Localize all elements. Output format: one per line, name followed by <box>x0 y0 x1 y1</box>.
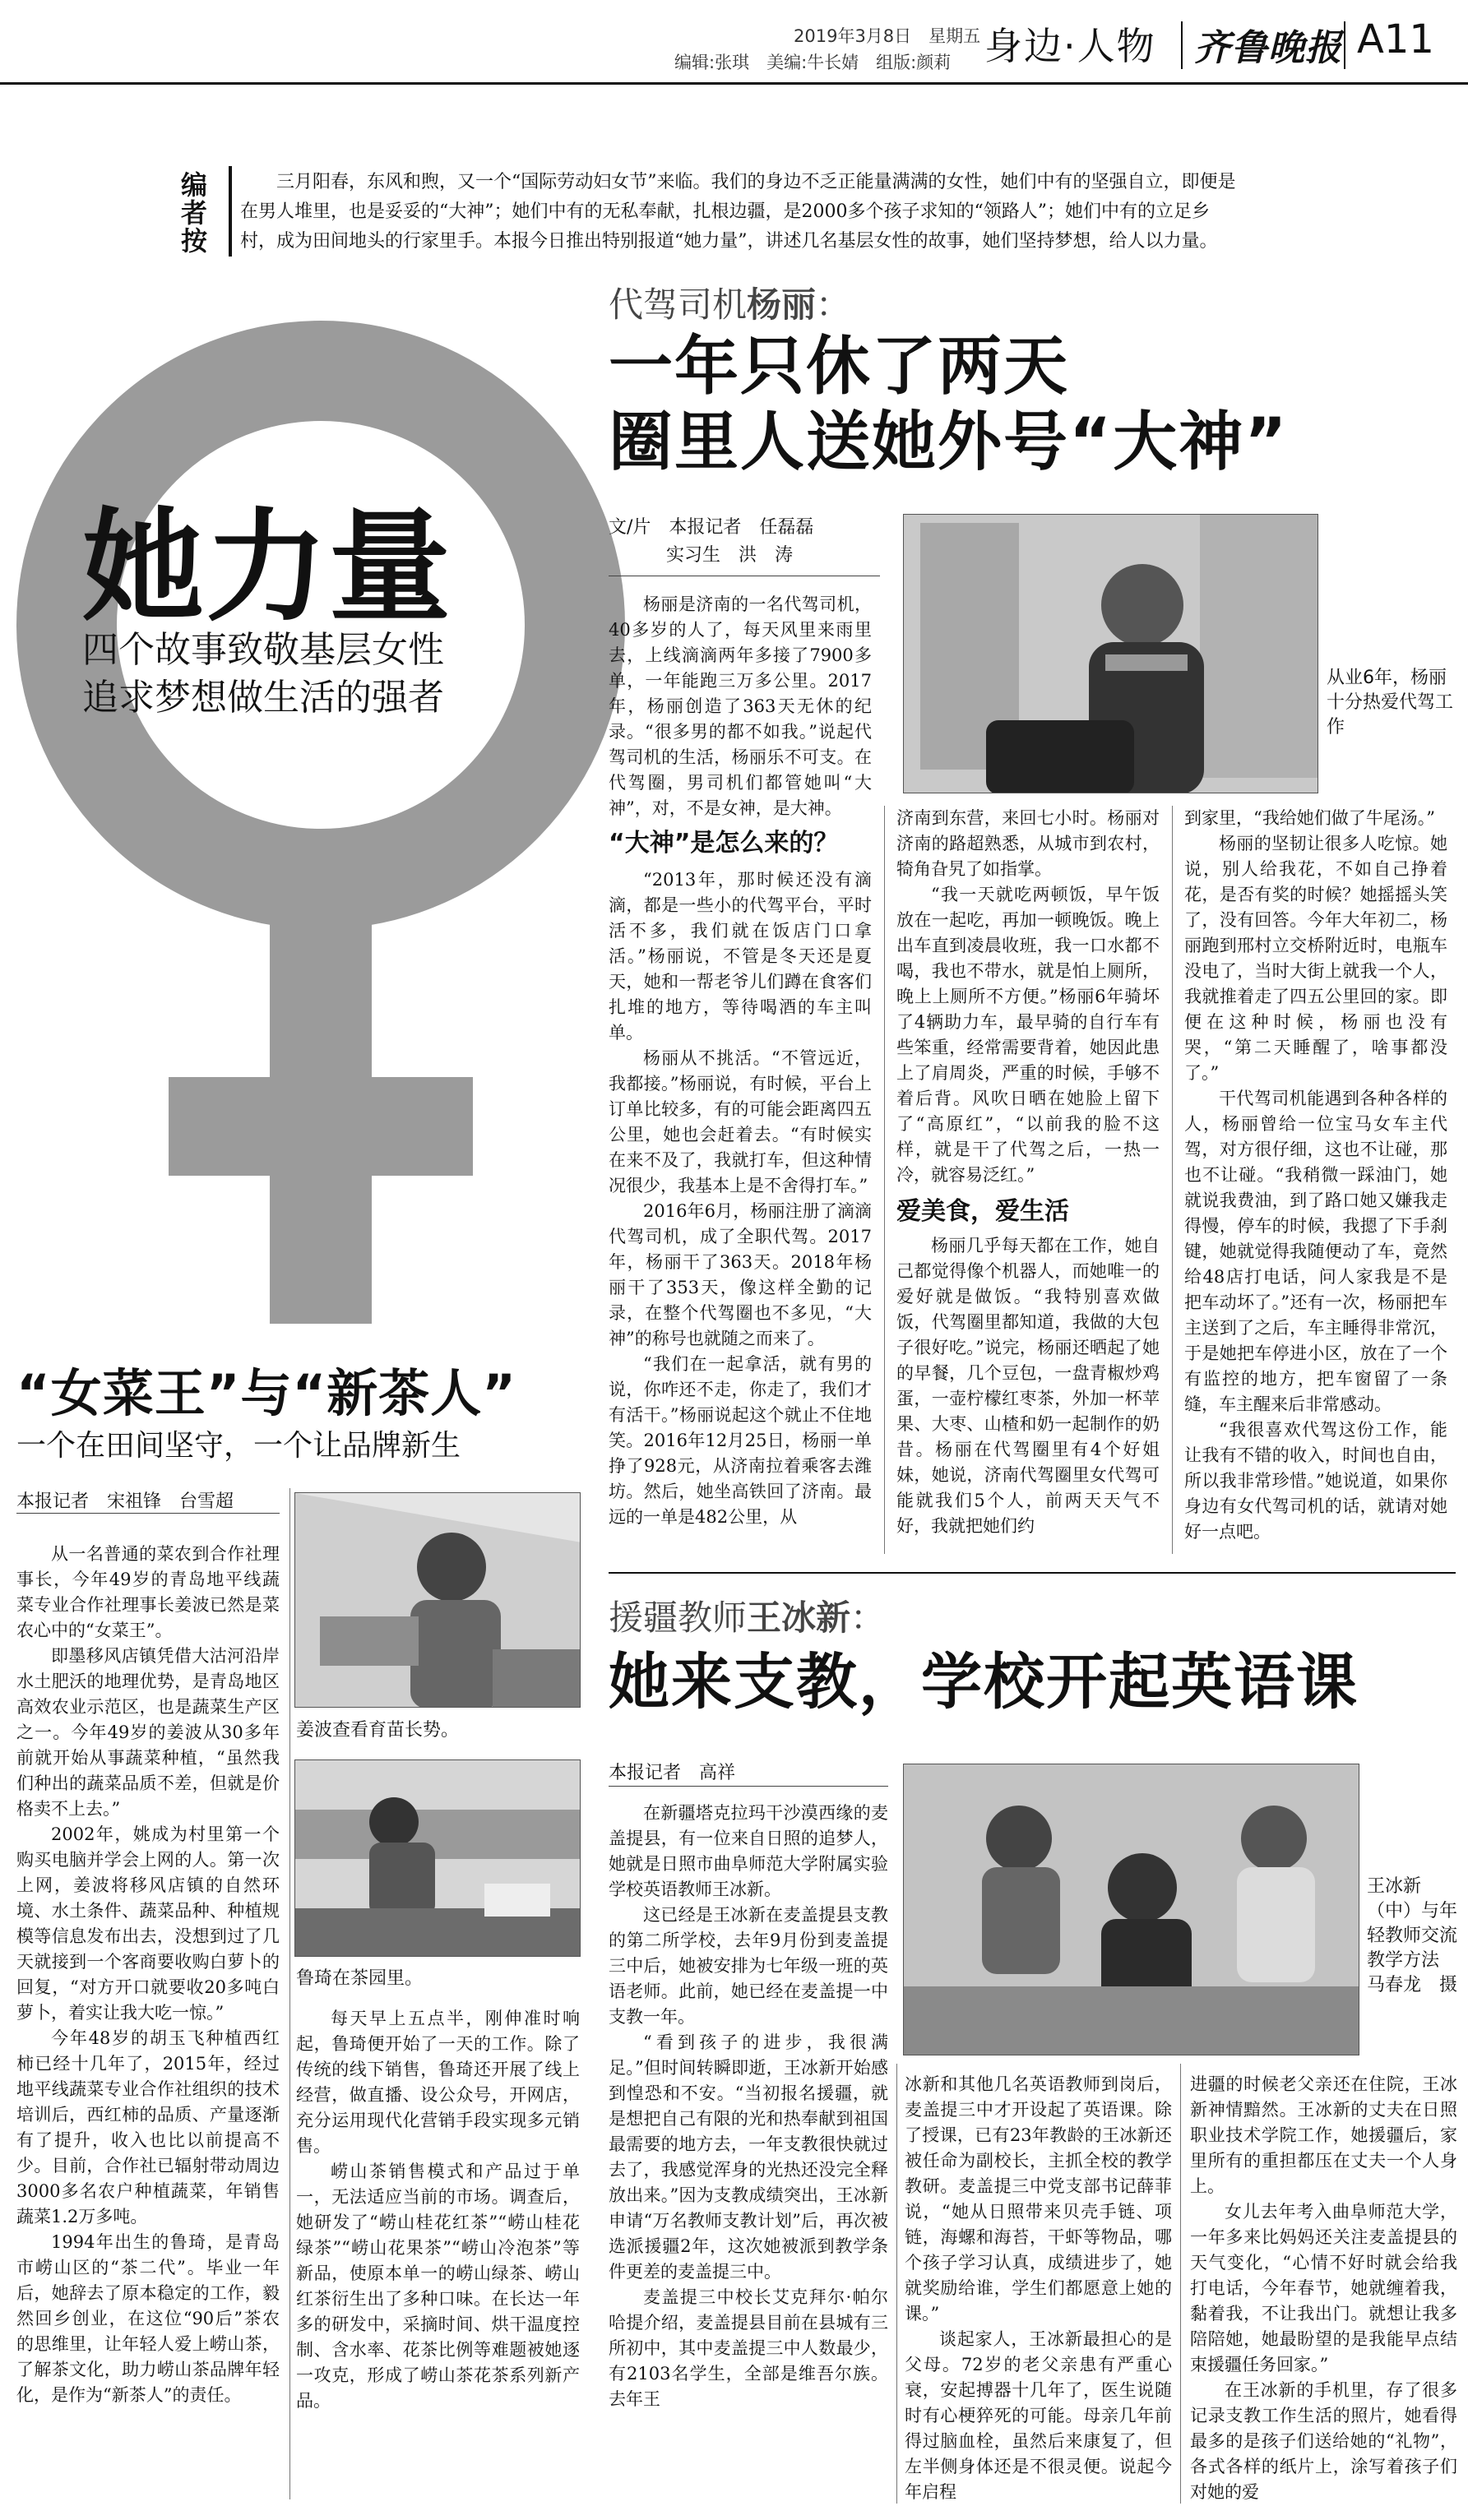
hero-subtitle <box>82 627 444 722</box>
paragraph: 麦盖提三中校长艾克拜尔·帕尔哈提介绍，麦盖提县目前在县城有三所初中，其中麦盖提三中人数最少，有2103名学生，全部是维吾尔族。去年王 <box>609 2287 888 2409</box>
story1-kicker-role: 代驾司机 <box>609 284 748 325</box>
story1-headline-line2: 圈里人送她外号“大神” <box>609 405 1289 479</box>
story1-column-2 <box>896 806 1160 1188</box>
paragraph: 崂山茶销售模式和产品过于单一，无法适应当前的市场。调查后，她研发了“崂山桂花红茶”“崂山桂花绿茶”“崂山花果茶”“崂山冷泡茶”等新品，使原本单一的崂山绿茶、崂山红茶衍生出了多种口味。在长达一年多的研发中，采摘时间、烘干温度控制、含水率、花茶比例等难题被她逐一攻克，形成了崂山茶花茶系列新产品。 <box>296 2162 580 2411</box>
paragraph: 这已经是王冰新在麦盖提县支教的第二所学校，去年9月份到麦盖提三中后，她被安排为七年级一班的英语老师。此前，她已经在麦盖提一中支教一年。 <box>609 1905 888 2027</box>
editor-note-bar <box>229 166 232 257</box>
paragraph: 女儿去年考入曲阜师范大学，一年多来比妈妈还关注麦盖提县的天气变化，“心情不好时就会给我打电话，今年春节，她就缠着我，黏着我，不让我出门。就想让我多陪陪她，她最盼望的是我能早点结束援疆任务回家。” <box>1190 2202 1457 2374</box>
paragraph: “我很喜欢代驾这份工作，能让我有不错的收入，时间也自由，所以我非常珍惜。”她说道，如果你身边有女代驾司机的话，就请对她好一点吧。 <box>1184 1420 1447 1542</box>
story3-headline: 她来支教，学校开起英语课 <box>609 1647 1359 1718</box>
editor-note-text: 三月阳春，东风和煦，又一个“国际劳动妇女节”来临。我们的身边不乏正能量满满的女性，她们中有的坚强自立，即便是在男人堆里，也是妥妥的“大神”；她们中有的无私奉献，扎根边疆，是2000多个孩子求知的“领路人”；她们中有的立足乡村，成为田间地头的行家里手。本报今日推出特别报道“她力量”，讲述几名基层女性的故事，她们坚持梦想，给人以力量。 <box>240 172 1236 252</box>
editor-credits: 编辑:张琪 美编:牛长婧 组版:颜莉 <box>674 53 952 72</box>
paragraph: “看到孩子的进步，我很满足。”但时间转瞬即逝，王冰新开始感到惶恐和不安。“当初报名援疆，就是想把自己有限的光和热奉献到祖国最需要的地方去，一年支教很快就过去了，我感觉浑身的光热还没完全释放出来。”因为支教成绩突出，王冰新申请“万名教师支教计划”后，再次被选派援疆2年，这次她被派到教学条件更差的麦盖提三中。 <box>609 2032 888 2282</box>
newspaper-logo: 齐鲁晚报 <box>1194 27 1342 69</box>
story1-column-1 <box>609 592 872 821</box>
venus-symbol-crossbar <box>169 1077 473 1176</box>
story1-column-1b <box>609 867 872 1530</box>
paragraph: 杨丽几乎每天都在工作，她自己都觉得像个机器人，而她唯一的爱好就是做饭。“我特别喜欢做饭，代驾圈里都知道，我做的大包子很好吃。”说完，杨丽还晒起了她的早餐，几个豆包，一盘青椒炒鸡蛋，一壶柠檬红枣茶，外加一杯苹果、大枣、山楂和奶一起制作的奶昔。杨丽在代驾圈里有4个好姐妹，她说，济南代驾圈里女代驾可能就我们5个人，前两天天气不好，我就把她们约 <box>896 1236 1160 1536</box>
paragraph: “2013年，那时候还没有滴滴，都是一些小的代驾平台，平时活不多，我们就在饭店门口拿活。”杨丽说，不管是冬天还是夏天，她和一帮老爷儿们蹲在食客们扎堆的地方，等待喝酒的车主叫单。 <box>609 870 872 1043</box>
column-rule <box>1172 806 1173 1554</box>
masthead-rule <box>0 82 1468 85</box>
page-number: A11 <box>1357 16 1434 62</box>
story1-photo <box>903 514 1318 793</box>
section-divider <box>609 1572 1456 1574</box>
story2-photo-1-caption: 姜波查看育苗长势。 <box>296 1720 460 1741</box>
story2-subhead: 一个在田间坚守，一个让品牌新生 <box>16 1429 461 1463</box>
story3-photo <box>903 1764 1359 2055</box>
driver-photo-illustration <box>904 515 1318 793</box>
story1-kicker-colon: ： <box>816 284 851 325</box>
story1-subhead-2: 爱美食，爱生活 <box>896 1197 1069 1226</box>
story1-byline-line1: 文/片 本报记者 任磊磊 <box>609 517 814 538</box>
story3-kicker-colon: ： <box>850 1598 886 1638</box>
story3-column-1 <box>609 1801 888 2412</box>
paragraph: 今年48岁的胡玉飞种植西红柿已经十几年了，2015年，经过地平线蔬菜专业合作社组织的技术培训后，西红柿的品质、产量逐渐有了提升，收入也比以前提高不少。目前，合作社已辐射带动周边3000多名农户种植蔬菜，年销售蔬菜1.2万多吨。 <box>16 2028 280 2226</box>
story2-photo-1 <box>294 1492 581 1708</box>
story1-byline-line2: 实习生 洪 涛 <box>666 545 794 566</box>
story3-byline: 本报记者 高祥 <box>609 1763 736 1783</box>
paragraph: 杨丽是济南的一名代驾司机，40多岁的人了，每天风里来雨里去，上线滴滴两年多接了7900多单，一年能跑三万多公里。2017年，杨丽创造了363天无休的纪录。“很多男的都不如我。”说起代驾司机的生活，杨丽乐不可支。在代驾圈，男司机们都管她叫“大神”，对，不是女神，是大神。 <box>609 594 872 818</box>
story1-kicker <box>609 278 850 327</box>
story2-photo-2 <box>294 1759 581 1957</box>
paragraph: 到家里，“我给她们做了牛尾汤。” <box>1184 808 1435 828</box>
paragraph: 2016年6月，杨丽注册了滴滴代驾司机，成了全职代驾。2017年，杨丽干了363天。2018年杨丽干了353天，像这样全勤的记录，在整个代驾圈也不多见，“大神”的称号也就随之而来了。 <box>609 1201 872 1348</box>
column-rule <box>1180 2064 1181 2504</box>
story1-photo-caption: 从业6年，杨丽十分热爱代驾工作 <box>1327 668 1454 738</box>
editor-note-label: 编者按 <box>177 171 208 255</box>
story1-headline <box>609 329 1447 480</box>
story3-photo-caption: 王冰新（中）与年轻教师交流教学方法 马春龙 摄 <box>1367 1876 1458 1995</box>
column-rule <box>896 2064 897 2504</box>
story2-column-2 <box>296 2006 580 2414</box>
teacher-photo-illustration <box>904 1764 1359 2055</box>
story3-column-2 <box>905 2072 1172 2505</box>
paragraph: 在新疆塔克拉玛干沙漠西缘的麦盖提县，有一位来自日照的追梦人，她就是日照市曲阜师范大学附属实验学校英语教师王冰新。 <box>609 1803 888 1899</box>
story1-subhead-1: “大神”是怎么来的？ <box>609 829 839 858</box>
paragraph: 1994年出生的鲁琦，是青岛市崂山区的“茶二代”。毕业一年后，她辞去了原本稳定的工作，毅然回乡创业，在这位“90后”茶农的思维里，让年轻人爱上崂山茶，了解茶文化，助力崂山茶品牌年轻化，是作为“新茶人”的责任。 <box>16 2232 280 2405</box>
column-rule <box>884 806 885 1554</box>
paragraph: 每天早上五点半，刚伸准时响起，鲁琦便开始了一天的工作。除了传统的线下销售，鲁琦还开展了线上经营，做直播、设公众号，开网店，充分运用现代化营销手段实现多元销售。 <box>296 2009 580 2156</box>
paragraph: 谈起家人，王冰新最担心的是父母。72岁的老父亲患有严重心衰，安起搏器十几年了，医生说随时有心梗猝死的可能。母亲几年前得过脑血栓，虽然后来康复了，但左半侧身体还是不很灵便。说起今年启程 <box>905 2329 1172 2502</box>
paragraph: 干代驾司机能遇到各种各样的人，杨丽曾给一位宝马女车主代驾，对方很仔细，这也不让碰，那也不让碰。“我稍微一踩油门，她就说我费油，到了路口她又嫌我走得慢，停车的时候，我摁了下手刹键，她就觉得我随便动了车，竟然给48店打电话，问人家我是不是把车动坏了。”还有一次，杨丽把车主送到了之后，车主睡得非常沉，于是她把车停进小区，放在了一个有监控的地方，把车窗留了一条缝，车主醒来后非常感动。 <box>1184 1089 1447 1414</box>
story3-kicker-name: 王冰新 <box>747 1598 851 1638</box>
story1-byline <box>609 514 880 570</box>
story2-column-1 <box>16 1542 280 2408</box>
paragraph: “我们在一起拿活，就有男的说，你咋还不走，你走了，我们才有活干。”杨丽说起这个就止不住地笑。2016年12月25日，杨丽一单挣了928元，从济南拉着乘客去潍坊。然后，她坐高铁回了济南。最远的一单是482公里，从 <box>609 1354 872 1527</box>
masthead-divider <box>1344 21 1345 69</box>
story2-byline: 本报记者 宋祖锋 台雪超 <box>16 1491 234 1512</box>
story3-kicker <box>609 1591 885 1640</box>
masthead-divider <box>1181 21 1183 69</box>
section-title: 身边·人物 <box>984 24 1156 68</box>
paragraph: 在王冰新的手机里，存了很多记录支教工作生活的照片，她看得最多的是孩子们送给她的“礼物”，各式各样的纸片上，涂写着孩子们对她的爱 <box>1190 2380 1457 2502</box>
paragraph: 即墨移风店镇凭借大沽河沿岸水土肥沃的地理优势，是青岛地区高效农业示范区，也是蔬菜生产区之一。今年49岁的姜波从30多年前就开始从事蔬菜种植，“虽然我们种出的蔬菜品质不差，但就是价格卖不上去。” <box>16 1646 280 1819</box>
paragraph: 2002年，姚成为村里第一个购买电脑并学会上网的人。第一次上网，姜波将移风店镇的自然环境、水土条件、蔬菜品种、种植规模等信息发布出去，没想到过了几天就接到一个客商要收购白萝卜的回复，“对方开口就要收20多吨白萝卜，着实让我大吃一惊。” <box>16 1824 280 2023</box>
tea-garden-photo-illustration <box>295 1760 581 1957</box>
paragraph: 杨丽的坚韧让很多人吃惊。她说，别人给我花，不如自己挣着花，是否有奖的时候？她摇摇头笑了，没有回答。今年大年初二，杨丽跑到邢村立交桥附近时，电瓶车没电了，当时大街上就我一个人，我就推着走了四五公里回的家。即便在这种时候，杨丽也没有哭，“第二天睡醒了，啥事都没了。” <box>1184 834 1447 1083</box>
farmer-photo-illustration <box>295 1493 581 1708</box>
paragraph: 杨丽从不挑活。“不管远近，我都接。”杨丽说，有时候，平台上订单比较多，有的可能会距离四五公里，她也会赶着去。“有时候实在来不及了，我就打车，但这种情况很少，我基本上是不舍得打车。” <box>609 1048 872 1195</box>
hero-title: 她力量 <box>82 497 452 638</box>
hero-subtitle-line1: 四个故事致敬基层女性 <box>82 629 444 671</box>
paragraph: “我一天就吃两顿饭，早午饭放在一起吃，再加一顿晚饭。晚上出车直到凌晨收班，我一口水都不喝，我也不带水，就是怕上厕所，晚上上厕所不方便。”杨丽6年骑坏了4辆助力车，最早骑的自行车有些笨重，经常需要背着，她因此患上了肩周炎，严重的时候，手够不着后背。风吹日晒在她脸上留下了“高原红”，“以前我的脸不这样，就是干了代驾之后，一热一冷，就容易泛红。” <box>896 885 1160 1185</box>
paragraph: 冰新和其他几名英语教师到岗后，麦盖提三中才开设起了英语课。除了授课，已有23年教龄的王冰新还被任命为副校长，主抓全校的教学教研。麦盖提三中党支部书记薛菲说，“她从日照带来贝壳手链、项链，海螺和海苔，干虾等物品，哪个孩子学习认真，成绩进步了，她就奖励给谁，学生们都愿意上她的课。” <box>905 2074 1172 2323</box>
story2-photo-2-caption: 鲁琦在茶园里。 <box>296 1968 424 1989</box>
story1-column-2b <box>896 1233 1160 1539</box>
story1-headline-line1: 一年只休了两天 <box>609 330 1070 404</box>
issue-date: 2019年3月8日 星期五 <box>794 26 981 46</box>
byline-rule <box>609 1786 888 1787</box>
story3-kicker-role: 援疆教师 <box>609 1598 748 1638</box>
column-rule <box>289 1488 290 2499</box>
story2-headline: “女菜王”与“新茶人” <box>16 1363 516 1423</box>
paragraph: 济南到东营，来回七小时。杨丽对济南的路超熟悉，从城市到农村，犄角旮旯了如指掌。 <box>896 808 1160 879</box>
story1-kicker-name: 杨丽 <box>747 284 817 325</box>
story3-column-3 <box>1190 2072 1457 2505</box>
paragraph: 从一名普通的菜农到合作社理事长，今年49岁的青岛地平线蔬菜专业合作社理事长姜波已然是菜农心中的“女菜王”。 <box>16 1544 280 1640</box>
hero-subtitle-line2: 追求梦想做生活的强者 <box>82 677 444 719</box>
byline-rule <box>16 1513 280 1514</box>
story1-column-3 <box>1184 806 1447 1545</box>
paragraph: 进疆的时候老父亲还在住院，王冰新神情黯然。王冰新的丈夫在日照职业技术学院工作，她援疆后，家里所有的重担都压在丈夫一个人身上。 <box>1190 2074 1457 2196</box>
